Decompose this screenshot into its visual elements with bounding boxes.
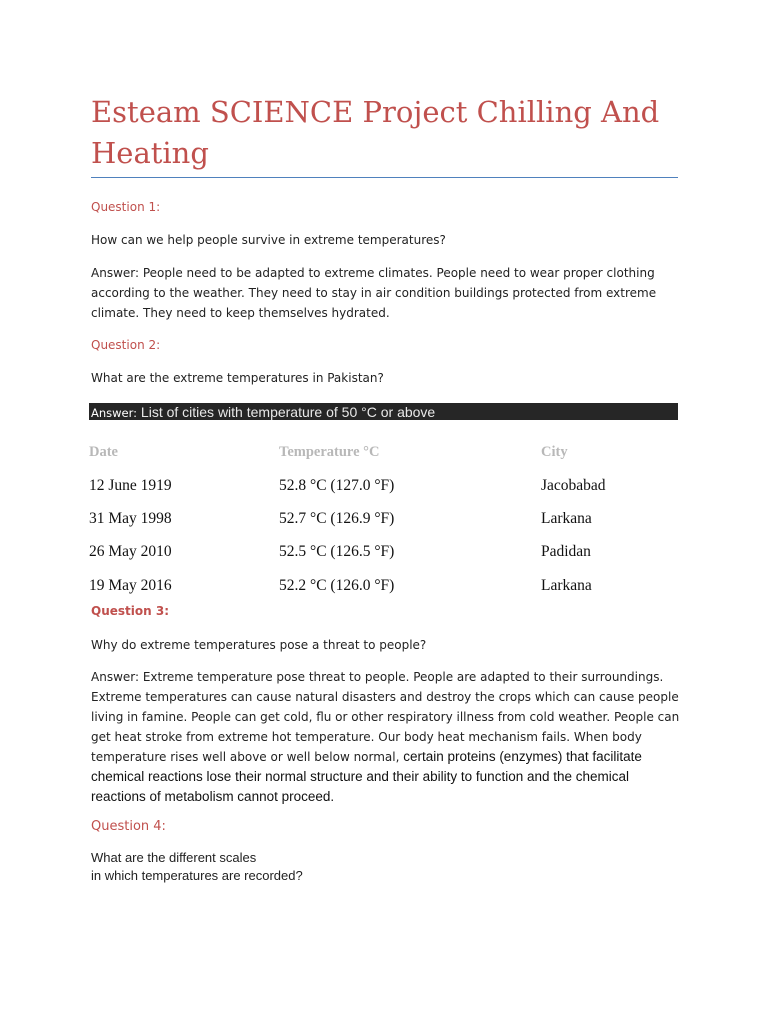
table-cell-date: 19 May 2016 [89,577,172,594]
title-underline [91,177,678,178]
question-3-label: Question 3: [91,604,169,618]
question-4-text [91,849,491,885]
table-cell-city: Larkana [541,577,592,594]
table-cell-city: Padidan [541,543,591,560]
question-3-answer [91,667,681,807]
table-cell-temperature: 52.2 °C (126.0 °F) [279,577,395,594]
answer-text: List of cities with temperature of 50 °C or above [137,404,436,420]
table-cell-city: Jacobabad [541,477,606,494]
question-3-answer-part2: certain proteins (enzymes) that facilitate chemical reactions lose their normal structure and their ability to function and the chemical reactions of metabolism cannot proceed. [91,749,642,804]
question-1-answer: Answer: People need to be adapted to extreme climates. People need to wear proper clothing according to the weather. They need to stay in air condition buildings protected from extreme climate. They need to keep themselves hydrated. [91,266,657,320]
question-1-text: How can we help people survive in extreme temperatures? [91,233,446,247]
question-3-answer-part1: Answer: Extreme temperature pose threat to people. People are adapted to their surroundings. Extreme temperatures can cause natural disasters and destroy the crops which can cause people living in famine. People can get cold, flu or other respiratory illness from cold weather. People can get heat stroke from extreme hot temperature. Our body heat mechanism fails. When body temperature rises well above or well below normal, [91,670,680,764]
table-header-date: Date [89,444,118,460]
table-cell-temperature: 52.8 °C (127.0 °F) [279,477,395,494]
table-cell-city: Larkana [541,510,592,527]
table-cell-temperature: 52.7 °C (126.9 °F) [279,510,395,527]
question-2-label: Question 2: [91,338,161,352]
answer-label: Answer: [91,406,138,420]
question-1-label: Question 1: [91,200,161,214]
table-cell-temperature: 52.5 °C (126.5 °F) [279,543,395,560]
question-3-text: Why do extreme temperatures pose a threat to people? [91,638,427,652]
question-2-answer-bar [89,403,678,420]
question-4-label: Question 4: [91,819,166,834]
question-4-line-1: What are the different scales [91,850,257,865]
question-2-text: What are the extreme temperatures in Pakistan? [91,371,384,385]
table-header-city: City [541,444,568,460]
table-cell-date: 12 June 1919 [89,477,172,494]
table-cell-date: 26 May 2010 [89,543,172,560]
table-cell-date: 31 May 1998 [89,510,172,527]
document-title: Esteam SCIENCE Project Chilling And Heating [91,95,660,170]
question-4-line-2: in which temperatures are recorded? [91,868,303,883]
table-header-temperature: Temperature °C [279,444,380,460]
